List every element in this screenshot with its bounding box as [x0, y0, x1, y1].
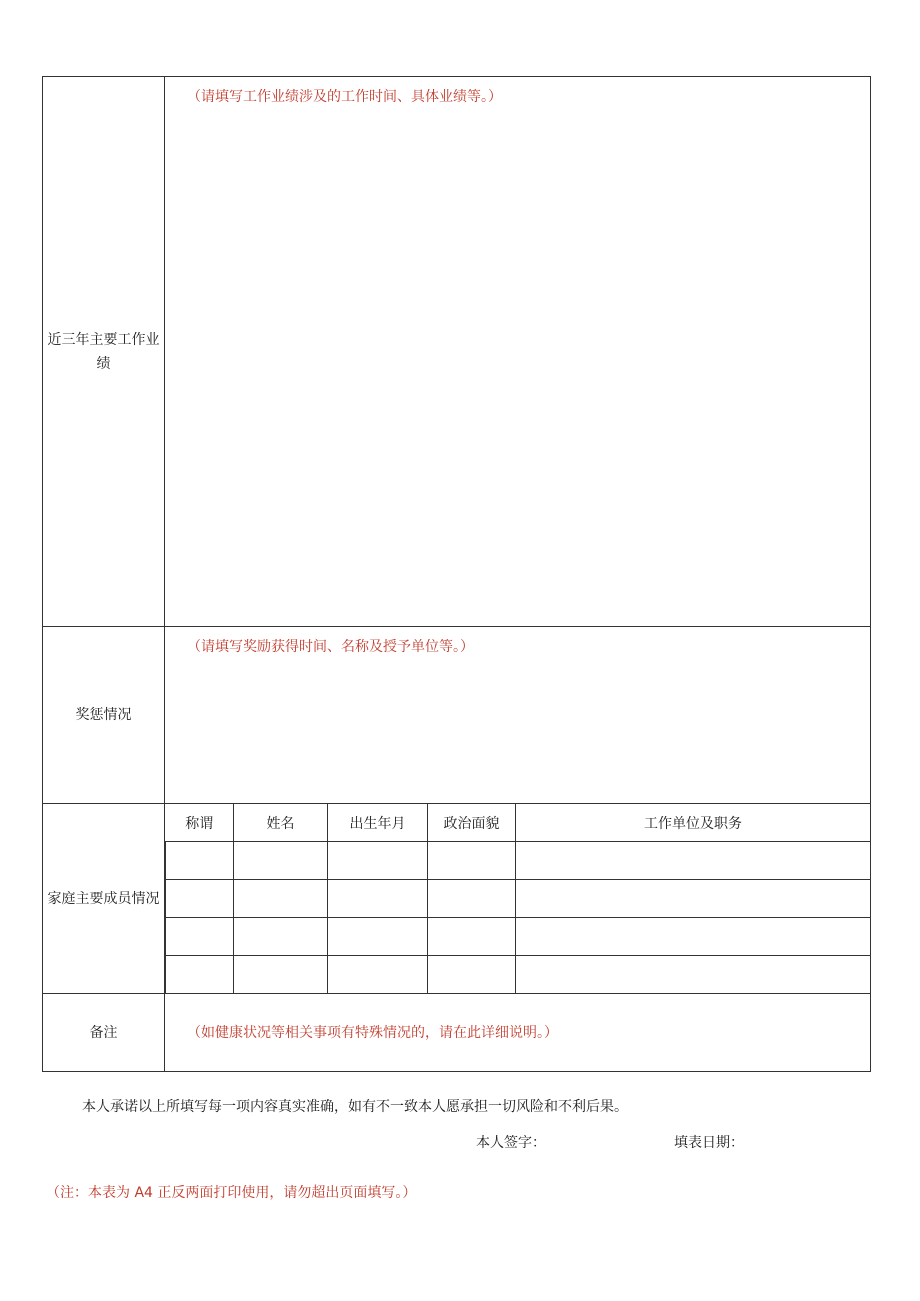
fill-date-label: 填表日期： [674, 1135, 744, 1151]
family-cell-name[interactable] [234, 842, 328, 880]
family-label: 家庭主要成员情况 [47, 890, 160, 907]
family-header-row [166, 804, 871, 842]
family-cell-relation[interactable] [166, 918, 234, 956]
signature-label: 本人签字： [476, 1135, 546, 1151]
rewards-hint: （请填写奖励获得时间、名称及授予单位等。） [187, 639, 474, 655]
work-performance-hint: （请填写工作业绩涉及的工作时间、具体业绩等。） [187, 89, 502, 105]
table-row [166, 956, 871, 994]
family-cell-relation[interactable] [166, 956, 234, 994]
family-label-cell [43, 804, 165, 994]
family-cell-relation[interactable] [166, 880, 234, 918]
commitment-statement: 本人承诺以上所填写每一项内容真实准确，如有不一致本人愿承担一切风险和不利后果。 [82, 1099, 628, 1115]
family-cell-employer-position[interactable] [516, 956, 871, 994]
family-cell-employer-position[interactable] [516, 880, 871, 918]
rewards-label-cell [43, 627, 165, 804]
family-header-political-status: 政治面貌 [428, 804, 516, 842]
family-cell-political-status[interactable] [428, 956, 516, 994]
remarks-label-cell [43, 994, 165, 1072]
family-cell-birth[interactable] [328, 918, 428, 956]
family-cell-name[interactable] [234, 880, 328, 918]
family-members-cell [165, 804, 871, 994]
family-cell-political-status[interactable] [428, 880, 516, 918]
family-cell-name[interactable] [234, 956, 328, 994]
family-cell-political-status[interactable] [428, 842, 516, 880]
family-header-name: 姓名 [234, 804, 328, 842]
family-cell-relation[interactable] [166, 842, 234, 880]
remarks-field[interactable] [165, 994, 871, 1072]
table-row [166, 880, 871, 918]
family-header-birth: 出生年月 [328, 804, 428, 842]
family-cell-employer-position[interactable] [516, 918, 871, 956]
family-cell-name[interactable] [234, 918, 328, 956]
family-cell-birth[interactable] [328, 842, 428, 880]
family-cell-birth[interactable] [328, 880, 428, 918]
family-header-employer-position: 工作单位及职务 [516, 804, 871, 842]
work-performance-label-cell [43, 77, 165, 627]
remarks-label: 备注 [89, 1024, 118, 1041]
family-cell-birth[interactable] [328, 956, 428, 994]
rewards-field[interactable] [165, 627, 871, 804]
family-cell-employer-position[interactable] [516, 842, 871, 880]
remarks-hint: （如健康状况等相关事项有特殊情况的，请在此详细说明。） [187, 1024, 558, 1041]
family-header-relation: 称谓 [166, 804, 234, 842]
work-performance-label: 近三年主要工作业绩 [47, 331, 160, 372]
family-cell-political-status[interactable] [428, 918, 516, 956]
family-members-table [165, 804, 870, 993]
application-form-table [42, 76, 871, 1072]
work-performance-field[interactable] [165, 77, 871, 627]
table-row [166, 918, 871, 956]
print-note: （注：本表为 A4 正反两面打印使用，请勿超出页面填写。） [46, 1185, 417, 1201]
rewards-label: 奖惩情况 [75, 707, 132, 723]
table-row [166, 842, 871, 880]
